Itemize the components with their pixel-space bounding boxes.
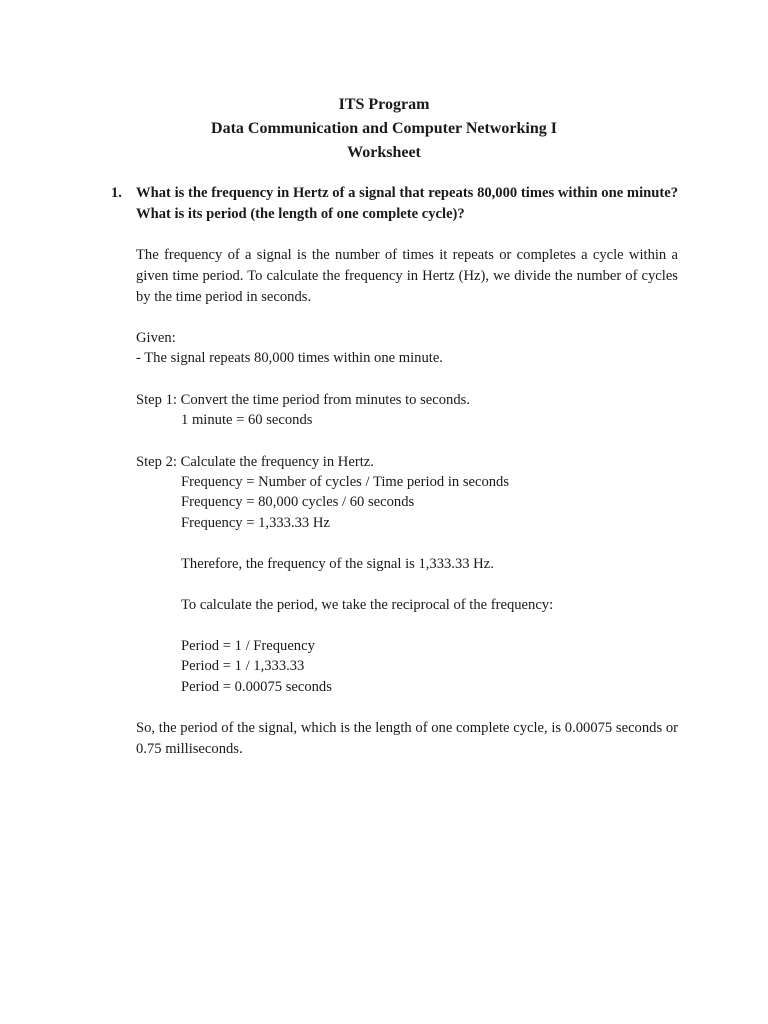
frequency-conclusion: Therefore, the frequency of the signal is 1,333.33 Hz.: [181, 556, 494, 572]
step2-result: Frequency = 1,333.33 Hz: [181, 515, 330, 531]
period-formula: Period = 1 / Frequency: [181, 638, 315, 654]
step2-substitution: Frequency = 80,000 cycles / 60 seconds: [181, 494, 415, 510]
given-item: - The signal repeats 80,000 times within one minute.: [136, 350, 443, 366]
step1-label: Step 1: Convert the time period from minutes to seconds.: [136, 392, 470, 408]
question-text: What is the frequency in Hertz of a signal that repeats 80,000 times within one minute? What is its period (the length of one complete cycle)?: [136, 185, 678, 222]
document-title: Worksheet: [347, 144, 421, 161]
program-title: ITS Program: [338, 96, 430, 113]
final-conclusion: So, the period of the signal, which is the length of one complete cycle, is 0.00075 seconds or 0.75 milliseconds.: [136, 720, 678, 757]
step1-calc: 1 minute = 60 seconds: [181, 412, 313, 428]
step2-formula: Frequency = Number of cycles / Time period in seconds: [181, 474, 510, 490]
worksheet-header: [0, 93, 768, 165]
period-substitution: Period = 1 / 1,333.33: [181, 658, 305, 674]
step2-label: Step 2: Calculate the frequency in Hertz.: [136, 454, 374, 470]
question-number: 1.: [111, 185, 122, 201]
given-label: Given:: [136, 330, 176, 346]
period-intro: To calculate the period, we take the reciprocal of the frequency:: [181, 597, 554, 613]
course-title: Data Communication and Computer Networking I: [211, 120, 557, 137]
answer-intro: The frequency of a signal is the number of times it repeats or completes a cycle within a given time period. To calculate the frequency in Hertz (Hz), we divide the number of cycles by the time period in seconds.: [136, 247, 678, 305]
period-result: Period = 0.00075 seconds: [181, 679, 332, 695]
